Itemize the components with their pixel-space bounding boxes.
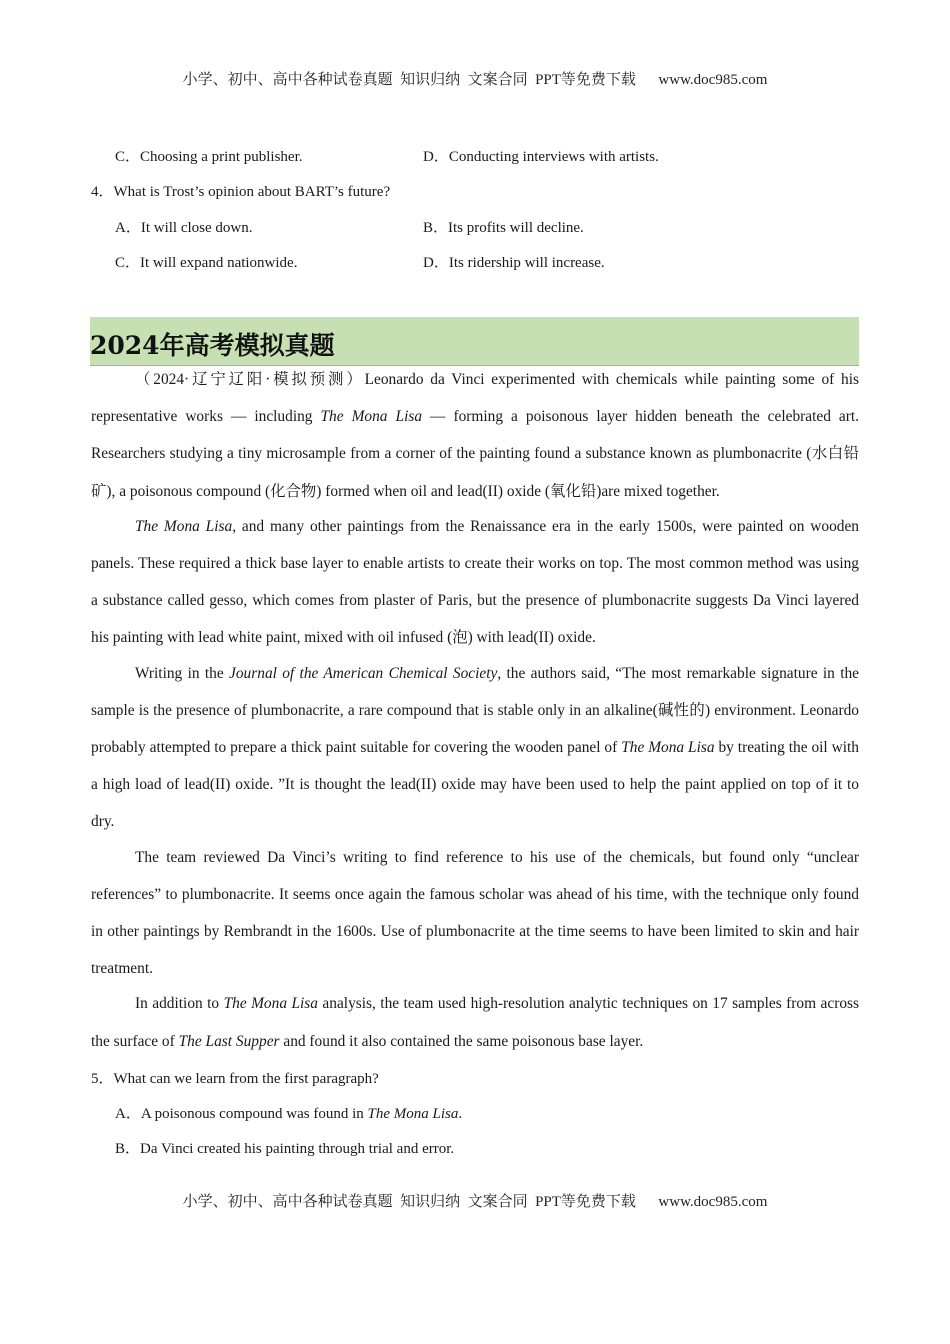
p2-text-a: , and many other paintings from the Renaissance era in the early 1500s, were painted on wooden panels. These required a thick base layer to enable artists to create their works on top. The most common method was using a substance called gesso, which comes from plaster of Paris, but the presence of plumbonacrite suggests Da Vinci layered his painting with lead white paint, mixed with oil infused (泡) with lead(II) oxide. [91,517,859,647]
q5-stem: 5．What can we learn from the first paragraph? [91,1071,379,1087]
p1-text-a: （2024·辽宁辽阳·模拟预测）Leonardo da Vinci experimented with chemicals while painting some of his representative works — including [91,371,859,426]
q5-option-b: B．Da Vinci created his painting through trial and error. [115,1141,455,1157]
p5-text-a: In addition to [135,995,224,1013]
p3-text-c: by treating the oil with a high load of lead(II) oxide. ”It is thought the lead(II) oxide may have been used to help the paint applied on top of it to dry. [91,739,859,831]
q4-option-c: C．It will expand nationwide. [115,255,298,271]
q5-option-a-suffix: . [458,1106,463,1122]
section-title: 2024年高考模拟真题 [90,331,335,360]
q4-option-b: B．Its profits will decline. [423,220,584,236]
p3-text-a: Writing in the [135,664,230,682]
p3-title: The Mona Lisa [621,739,715,757]
p3-journal: Journal of the American Chemical Society [229,664,498,682]
p2-title: The Mona Lisa [135,517,233,535]
p1-text-b: — forming a poisonous layer hidden beneath the celebrated art. Researchers studying a tiny microsample from a corner of the painting found a substance known as plumbonacrite (水白铅矿), a poisonous compound (化合物) formed when oil and lead(II) oxide (氧化铅)are mixed together. [91,408,859,500]
p3-text-b: , the authors said, “The most remarkable signature in the sample is the presence of plumbonacrite, a rare compound that is stable only in an alkaline(碱性的) environment. Leonardo probably attempted to prepare a thick paint suitable for covering the wooden panel of [91,664,859,757]
q4-option-a: A．It will close down. [115,220,253,236]
passage-paragraph-2 [91,508,859,657]
section-banner [90,317,859,366]
p5-title-2: The Last Supper [178,1032,280,1050]
passage-paragraph-4: The team reviewed Da Vinci’s writing to find reference to his use of the chemicals, but found only “unclear references” to plumbonacrite. It seems once again the famous scholar was ahead of his time, with the technique only found in other paintings by Rembrandt in the 1600s. Use of plumbonacrite at the time seems to have been limited to skin and hair treatment. [91,848,859,978]
q5-option-a-prefix: A．A poisonous compound was found in [115,1106,368,1122]
q5-option-a-title: The Mona Lisa [367,1106,459,1122]
passage-paragraph-5 [91,985,859,1059]
passage-paragraph-1 [91,361,859,510]
q3-option-c: C．Choosing a print publisher. [115,149,303,165]
p5-title-1: The Mona Lisa [223,995,318,1013]
passage-paragraph-3 [91,655,859,841]
q4-option-d: D．Its ridership will increase. [423,255,605,271]
p1-title: The Mona Lisa [320,408,423,426]
page-footer: 小学、初中、高中各种试卷真题 知识归纳 文案合同 PPT等免费下载 www.doc985.com [182,1194,768,1210]
page-header: 小学、初中、高中各种试卷真题 知识归纳 文案合同 PPT等免费下载 www.doc985.com [182,72,768,88]
p5-text-b: analysis, the team used high-resolution analytic techniques on 17 samples from across the surface of [91,995,859,1050]
q3-option-d: D．Conducting interviews with artists. [423,149,659,165]
q5-option-a [115,1102,462,1123]
p5-text-c: and found it also contained the same poisonous base layer. [279,1032,644,1050]
reading-passage [91,361,859,1060]
q4-stem: 4．What is Trost’s opinion about BART’s future? [91,184,391,200]
